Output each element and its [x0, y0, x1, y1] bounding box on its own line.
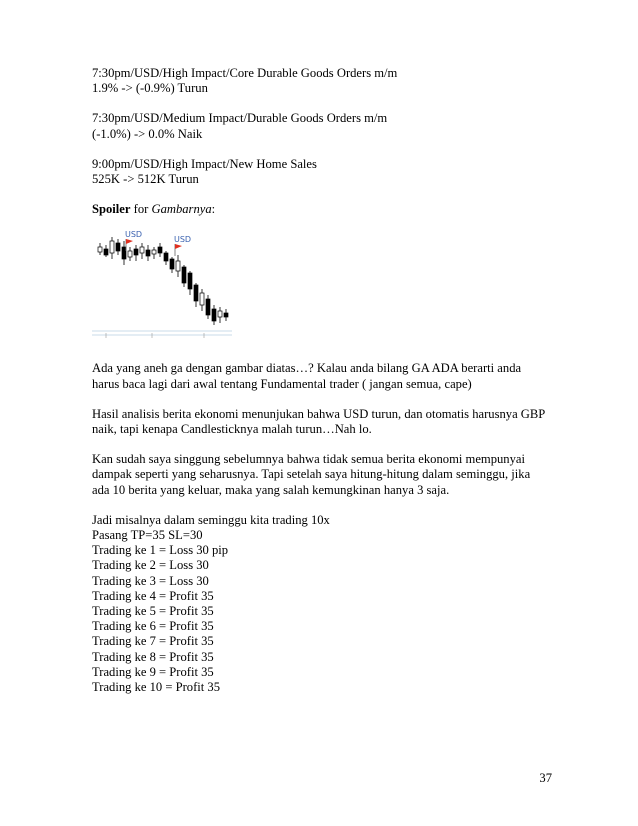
candle-body: [224, 313, 228, 317]
candle-body: [206, 299, 210, 315]
trading-line: Trading ke 3 = Loss 30: [92, 573, 209, 588]
candle-body: [134, 249, 138, 255]
candlestick-image: [92, 225, 232, 341]
candle-body: [98, 247, 102, 252]
usd-flag-label: USD: [174, 235, 192, 245]
candle-body: [194, 285, 198, 301]
news-change: 525K -> 512K Turun: [92, 172, 199, 187]
trading-example: [92, 513, 552, 695]
paragraph-line: harus baca lagi dari awal tentang Fundamental trader ( jangan semua, cape): [92, 376, 472, 391]
trading-setup: Pasang TP=35 SL=30: [92, 528, 203, 543]
trading-line: Trading ke 10 = Profit 35: [92, 680, 221, 695]
candle-body: [116, 243, 120, 251]
paragraph: [92, 361, 552, 391]
usd-flag-label: USD: [125, 230, 143, 240]
trading-line: Trading ke 7 = Profit 35: [92, 634, 214, 649]
candle-body: [212, 309, 216, 321]
candle-body: [218, 311, 222, 317]
trading-intro: Jadi misalnya dalam seminggu kita trading 10x: [92, 512, 330, 527]
news-item: [92, 66, 552, 96]
trading-line: Trading ke 2 = Loss 30: [92, 558, 209, 573]
trading-line: Trading ke 9 = Profit 35: [92, 664, 214, 679]
paragraph: [92, 407, 552, 437]
candle-body: [110, 241, 114, 253]
paragraph-line: Ada yang aneh ga dengan gambar diatas…? Kalau anda bilang GA ADA berarti anda: [92, 361, 522, 376]
news-headline: 7:30pm/USD/Medium Impact/Durable Goods Orders m/m: [92, 111, 388, 126]
candlestick-chart: [92, 225, 232, 341]
paragraph-line: Kan sudah saya singgung sebelumnya bahwa tidak semua berita ekonomi mempunyai: [92, 452, 525, 467]
news-change: (-1.0%) -> 0.0% Naik: [92, 126, 203, 141]
trading-line: Trading ke 1 = Loss 30 pip: [92, 543, 229, 558]
spoiler-for-text: for: [130, 202, 152, 217]
news-headline: 7:30pm/USD/High Impact/Core Durable Goods Orders m/m: [92, 66, 398, 80]
spoiler-colon: :: [211, 202, 216, 217]
candle-body: [188, 273, 192, 289]
candle-body: [152, 250, 156, 254]
candle-body: [158, 247, 162, 253]
paragraph-line: Hasil analisis berita ekonomi menunjukan bahwa USD turun, dan otomatis harusnya GBP: [92, 406, 546, 421]
candle-body: [200, 293, 204, 305]
news-item: [92, 157, 552, 187]
candle-body: [140, 247, 144, 253]
document-body: [92, 66, 552, 695]
trading-line: Trading ke 5 = Profit 35: [92, 604, 214, 619]
candle-body: [182, 267, 186, 283]
spoiler-label[interactable]: Spoiler: [92, 202, 131, 217]
paragraph-line: dampak seperti yang seharusnya. Tapi setelah saya hitung-hitung dalam seminggu, jika: [92, 467, 531, 482]
candle-body: [104, 249, 108, 255]
trading-line: Trading ke 6 = Profit 35: [92, 619, 214, 634]
candle-body: [176, 261, 180, 271]
news-item: [92, 111, 552, 141]
candle-body: [164, 253, 168, 261]
trading-line: Trading ke 8 = Profit 35: [92, 649, 214, 664]
paragraph-line: ada 10 berita yang keluar, maka yang salah kemungkinan hanya 3 saja.: [92, 482, 450, 497]
candle-body: [122, 247, 126, 259]
candle-body: [146, 250, 150, 256]
candle-body: [170, 259, 174, 269]
spoiler-title: Gambarnya: [151, 202, 212, 217]
page-number: 37: [539, 771, 552, 785]
paragraph-line: naik, tapi kenapa Candlesticknya malah turun…Nah lo.: [92, 422, 372, 437]
news-change: 1.9% -> (-0.9%) Turun: [92, 81, 208, 96]
candle-body: [128, 251, 132, 257]
paragraph: [92, 452, 552, 498]
trading-line: Trading ke 4 = Profit 35: [92, 588, 214, 603]
spoiler-caption: [92, 202, 552, 217]
news-headline: 9:00pm/USD/High Impact/New Home Sales: [92, 156, 317, 171]
